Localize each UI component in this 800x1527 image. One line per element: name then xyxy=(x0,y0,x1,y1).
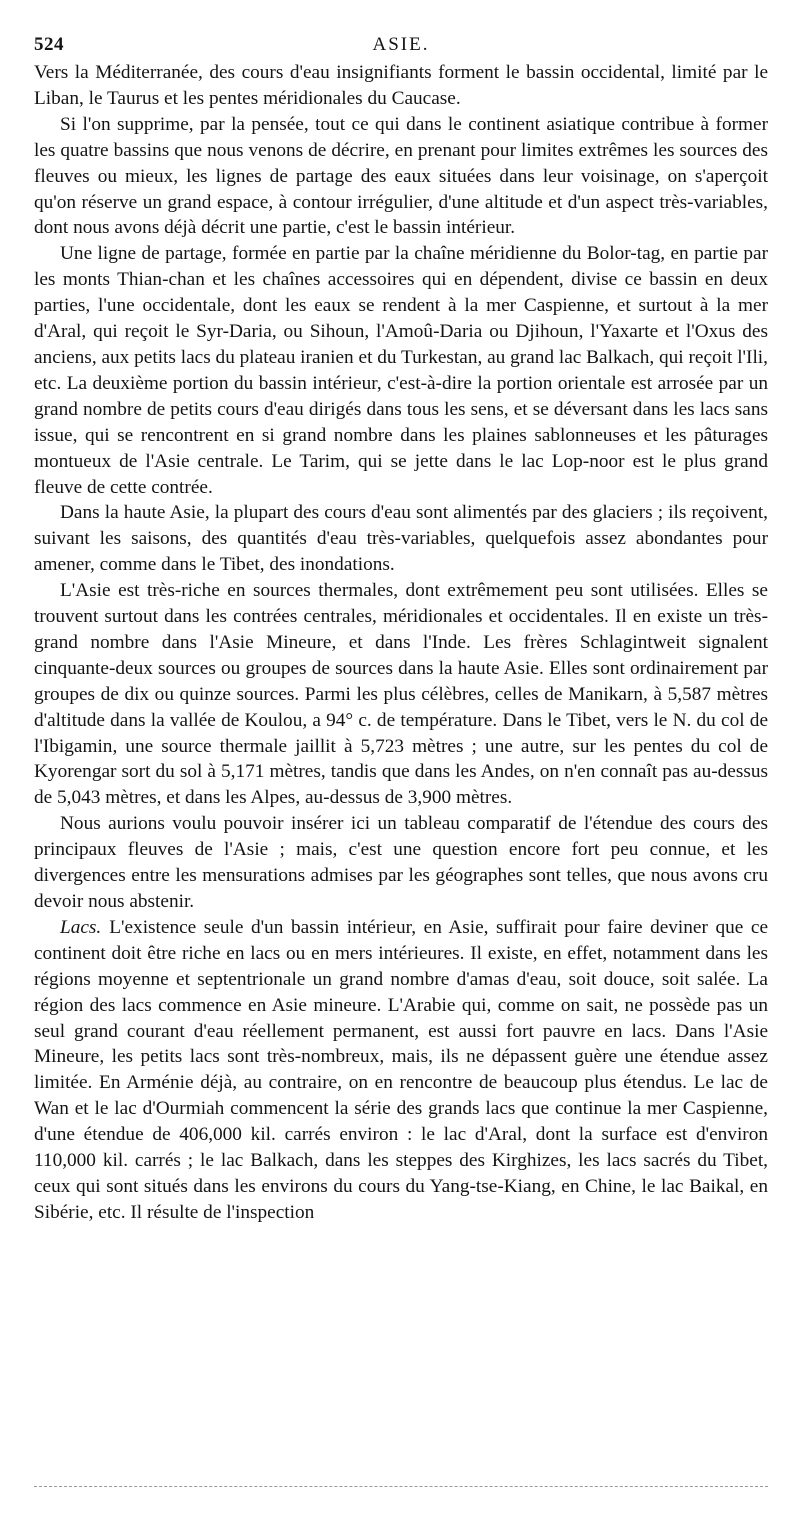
page-number: 524 xyxy=(34,34,64,55)
paragraph-lakes xyxy=(34,915,768,1226)
section-title-lakes: Lacs. xyxy=(60,916,102,938)
running-title: ASIE. xyxy=(372,34,430,55)
paragraph-basin-west: Vers la Méditerranée, des cours d'eau insignifiants forment le bassin occidental, limité par le Liban, le Taurus et les pentes méridionales du Caucase. xyxy=(34,62,768,109)
body-text xyxy=(34,60,768,1226)
paragraph-thermal-springs: L'Asie est très-riche en sources thermales, dont extrêmement peu sont utilisées. Elles se trouvent surtout dans les contrées centrales, méridionales et occidentales. Il en existe un très-grand nombre dans l'Asie Mineure, et dans l'Inde. Les frères Schlagintweit signalent cinquante-deux sources ou groupes de sources dans la haute Asie. Elles sont ordinairement par groupes de dix ou quinze sources. Parmi les plus célèbres, celles de Manikarn, à 5,587 mètres d'altitude dans la vallée de Koulou, a 94° c. de température. Dans le Tibet, vers le N. du col de l'Ibigamin, une source thermale jaillit à 5,723 mètres ; une autre, sur les pentes du col de Kyorengar sort du sol à 5,171 mètres, tandis que dans les Andes, on n'en connaît pas au-dessus de 5,043 mètres, et dans les Alpes, au-dessus de 3,900 mètres. xyxy=(34,580,768,809)
paragraph-high-asia: Dans la haute Asie, la plupart des cours d'eau sont alimentés par des glaciers ; ils reçoivent, suivant les saisons, des quantités d'eau très-variables, quelquefois assez abondantes pour amener, comme dans le Tibet, des inondations. xyxy=(34,502,768,576)
book-page xyxy=(34,30,768,1510)
paragraph-interior-basin: Si l'on supprime, par la pensée, tout ce qui dans le continent asiatique contribue à former les quatre bassins que nous venons de décrire, en prenant pour limites extrêmes les sources des fleuves ou mieux, les lignes de partage des eaux situées dans leur voisinage, on s'aperçoit qu'on réserve un grand espace, à contour irrégulier, d'une altitude et d'un aspect très-variables, dont nous avons déjà décrit une partie, c'est le bassin intérieur. xyxy=(34,113,768,239)
paragraph-rivers-table: Nous aurions voulu pouvoir insérer ici un tableau comparatif de l'étendue des cours des principaux fleuves de l'Asie ; mais, c'est une question encore fort peu connue, et les divergences entre les mensurations admises par les géographes sont telles, que nous avons cru devoir nous abstenir. xyxy=(34,813,768,912)
lakes-text: L'existence seule d'un bassin intérieur, en Asie, suffirait pour faire deviner que ce continent doit être riche en lacs ou en mers intérieures. Il existe, en effet, notamment dans les régions moyenne et septentrionale un grand nombre d'amas d'eau, soit douce, soit salée. La région des lacs commence en Asie mineure. L'Arabie qui, comme on sait, ne possède pas un seul grand courant d'eau réellement permanent, est aussi fort pauvre en lacs. Dans l'Asie Mineure, les petits lacs sont très-nombreux, mais, ils ne dépassent guère une étendue assez limitée. En Arménie déjà, au contraire, on en rencontre de beaucoup plus étendus. Le lac de Wan et le lac d'Ourmiah commencent la série des grands lacs que continue la mer Caspienne, d'une étendue de 406,000 kil. carrés environ : le lac d'Aral, dont la surface est d'environ 110,000 kil. carrés ; le lac Balkach, dans les steppes des Kirghizes, les lacs sacrés du Tibet, ceux qui sont situés dans les environs du cours du Yang-tse-Kiang, en Chine, le lac Baikal, en Sibérie, etc. Il résulte de l'inspection xyxy=(34,916,768,1223)
paragraph-watershed: Une ligne de partage, formée en partie par la chaîne méridienne du Bolor-tag, en partie par les monts Thian-chan et les chaînes accessoires qui en dépendent, divise ce bassin en deux parties, l'une occidentale, dont les eaux se rendent à la mer Caspienne, et surtout à la mer d'Aral, qui reçoit le Syr-Daria, ou Sihoun, l'Amoû-Daria ou Djihoun, l'Yaxarte et l'Oxus des anciens, aux petits lacs du plateau iranien et du Turkestan, au grand lac Balkach, qui reçoit l'Ili, etc. La deuxième portion du bassin intérieur, c'est-à-dire la portion orientale est arrosée par un grand nombre de petits cours d'eau dirigés dans tous les sens, et se déversant dans les lacs sans issue, qui se rencontrent en si grand nombre dans les plaines sablonneuses et les pâturages montueux de l'Asie centrale. Le Tarim, qui se jette dans le lac Lop-noor est le plus grand fleuve de cette contrée. xyxy=(34,243,768,498)
page-header xyxy=(34,30,768,60)
bottom-rule xyxy=(34,1486,768,1487)
